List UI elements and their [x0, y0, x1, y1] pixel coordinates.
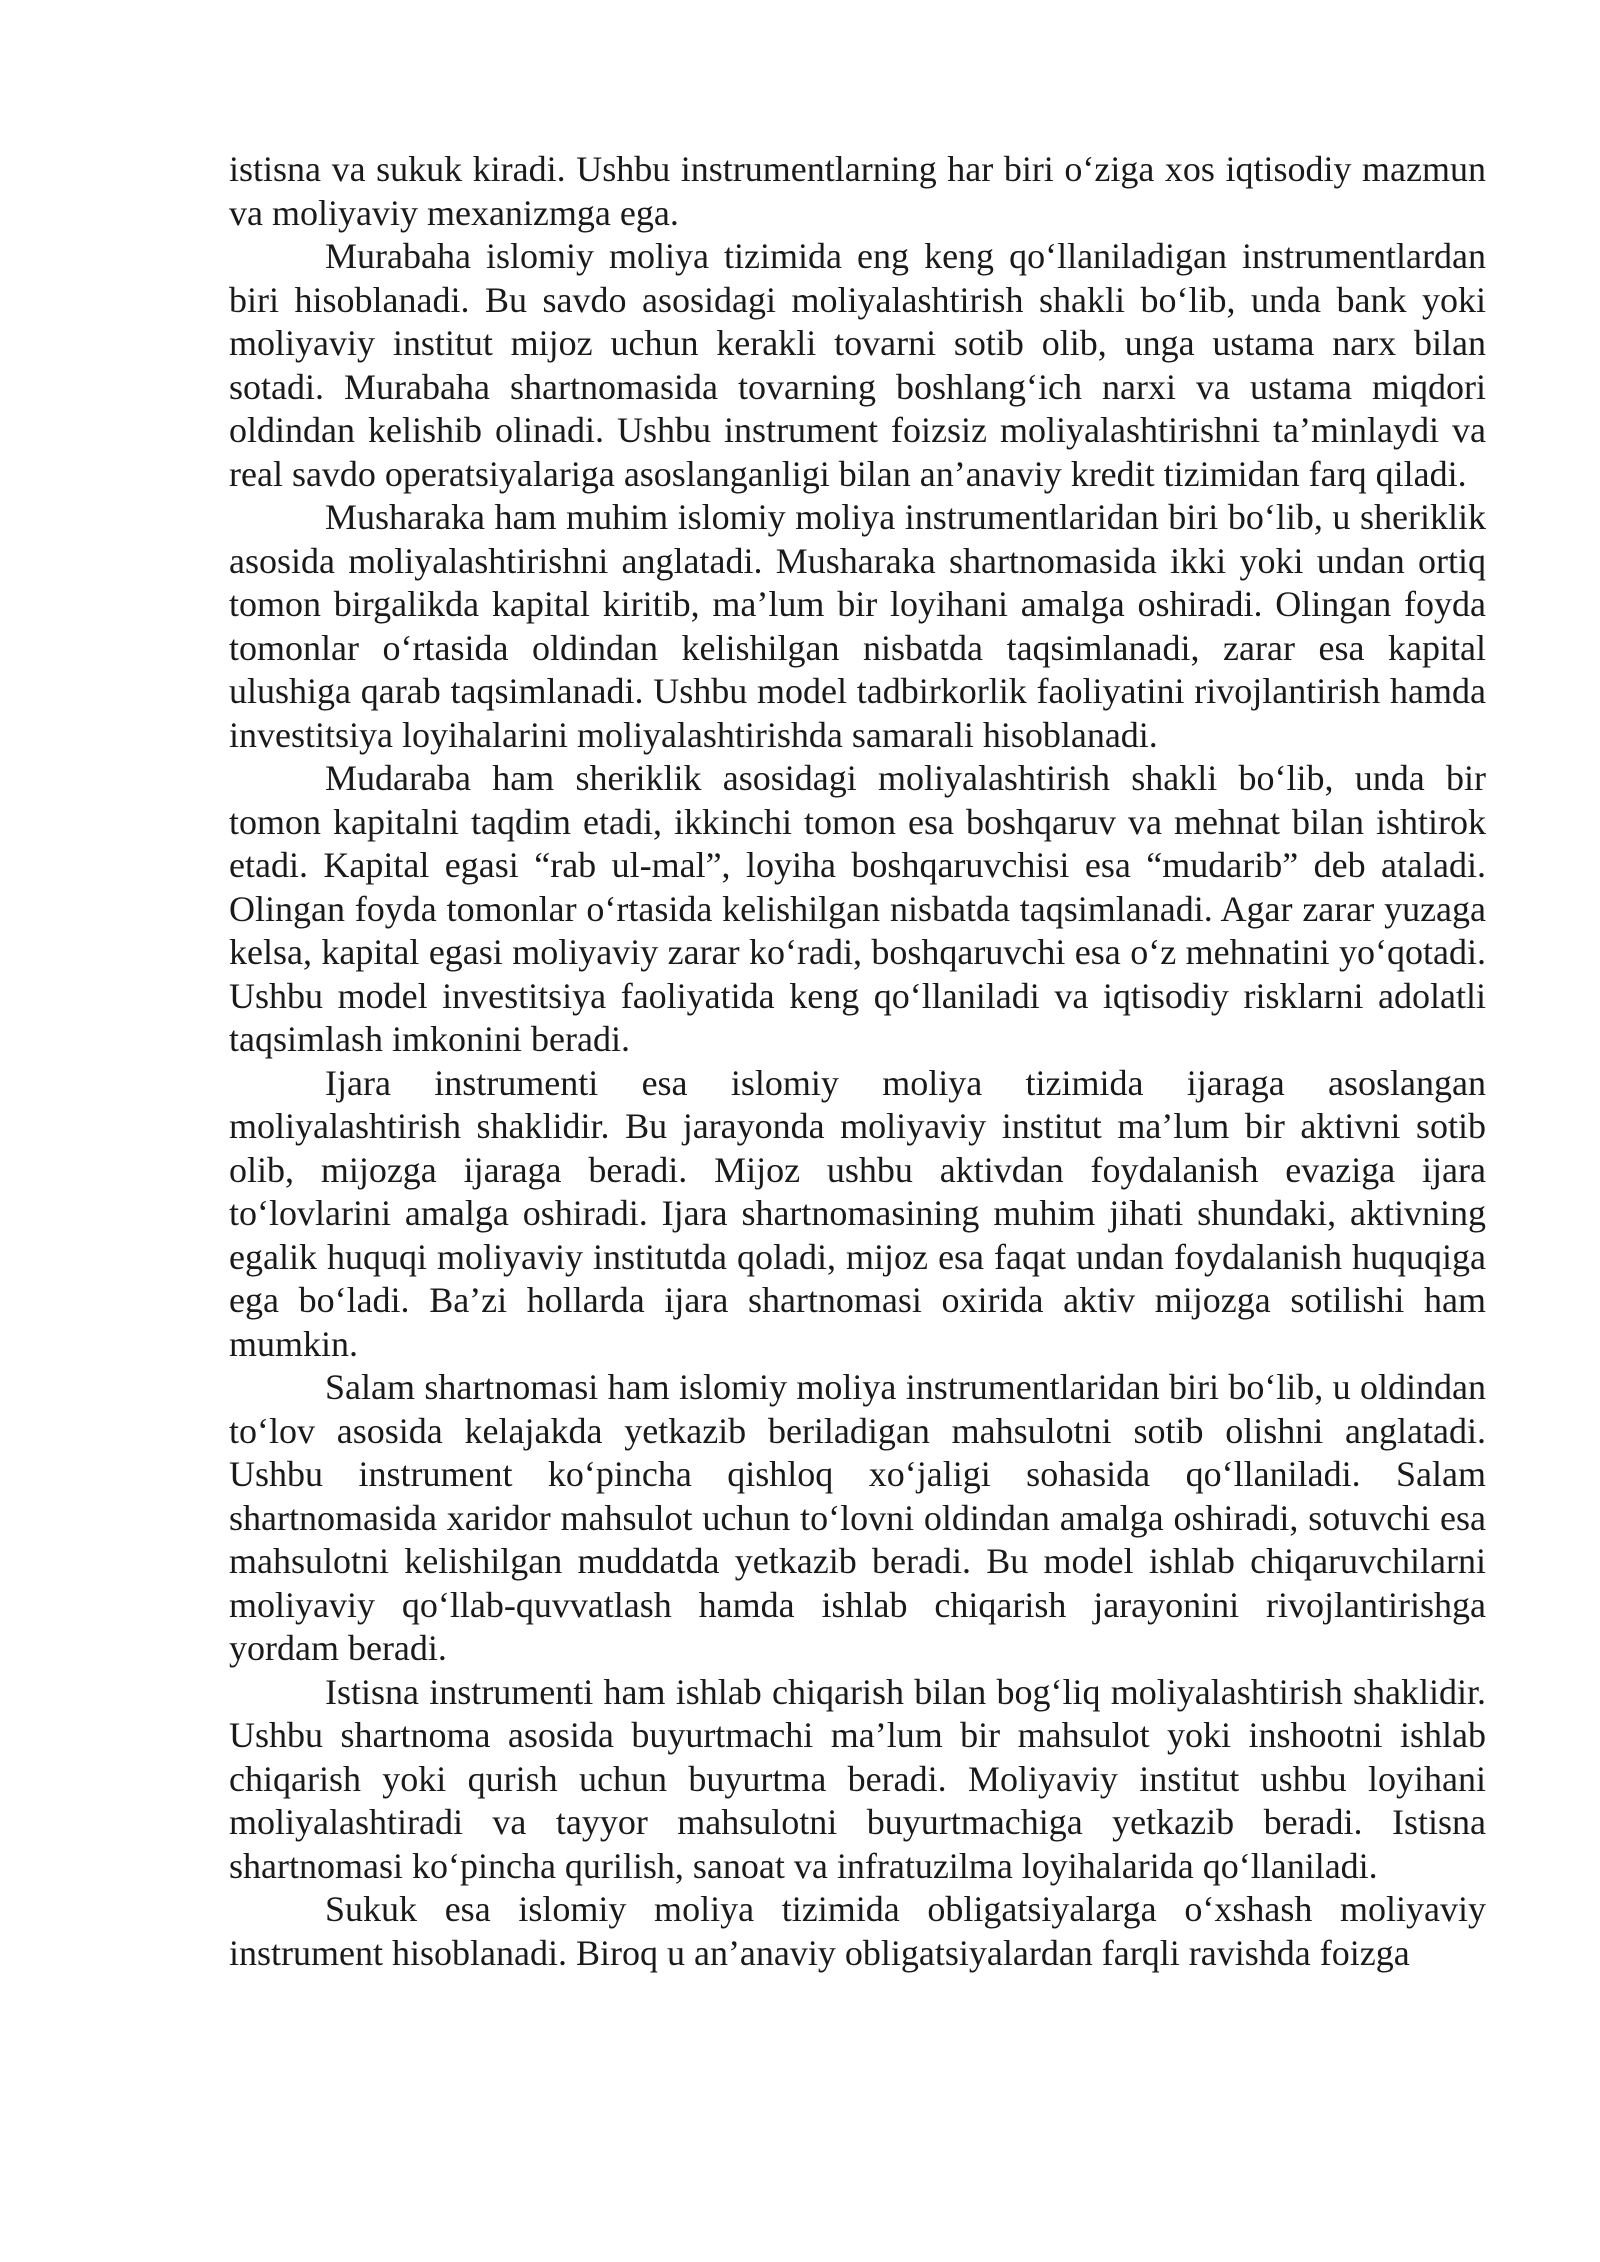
paragraph-salam: Salam shartnomasi ham islomiy moliya instrumentlaridan biri bo‘lib, u oldindan to‘lov asosida kelajakda yetkazib beriladigan mahsulotni sotib olishni anglatadi. Ushbu instrument ko‘pincha qishloq xo‘jaligi sohasida qo‘llaniladi. Salam shartnomasida xaridor mahsulot uchun to‘lovni oldindan amalga oshiradi, sotuvchi esa mahsulotni kelishilgan muddatda yetkazib beradi. Bu model ishlab chiqaruvchilarni moliyaviy qo‘llab-quvvatlash hamda ishlab chiqarish jarayonini rivojlantirishga yordam beradi.	[229, 1367, 1486, 1668]
document-page	[229, 148, 1486, 1975]
paragraph-murabaha: Murabaha islomiy moliya tizimida eng keng qo‘llaniladigan instrumentlardan biri hisoblanadi. Bu savdo asosidagi moliyalashtirish shakli bo‘lib, unda bank yoki moliyaviy institut mijoz uchun kerakli tovarni sotib olib, unga ustama narx bilan sotadi. Murabaha shartnomasida tovarning boshlang‘ich narxi va ustama miqdori oldindan kelishib olinadi. Ushbu instrument foizsiz moliyalashtirishni ta’minlaydi va real savdo operatsiyalariga asoslanganligi bilan an’anaviy kredit tizimidan farq qiladi.	[229, 236, 1486, 494]
paragraph-sukuk: Sukuk esa islomiy moliya tizimida obligatsiyalarga o‘xshash moliyaviy instrument hisoblanadi. Biroq u an’anaviy obligatsiyalardan farqli ravishda foizga	[229, 1889, 1486, 1973]
paragraph-istisna: Istisna instrumenti ham ishlab chiqarish bilan bog‘liq moliyalashtirish shaklidir. Ushbu shartnoma asosida buyurtmachi ma’lum bir mahsulot yoki inshootni ishlab chiqarish yoki qurish uchun buyurtma beradi. Moliyaviy institut ushbu loyihani moliyalashtiradi va tayyor mahsulotni buyurtmachiga yetkazib beradi. Istisna shartnomasi ko‘pincha qurilish, sanoat va infratuzilma loyihalarida qo‘llaniladi.	[229, 1671, 1486, 1886]
paragraph-musharaka: Musharaka ham muhim islomiy moliya instrumentlaridan biri bo‘lib, u sheriklik asosida moliyalashtirishni anglatadi. Musharaka shartnomasida ikki yoki undan ortiq tomon birgalikda kapital kiritib, ma’lum bir loyihani amalga oshiradi. Olingan foyda tomonlar o‘rtasida oldindan kelishilgan nisbatda taqsimlanadi, zarar esa kapital ulushiga qarab taqsimlanadi. Ushbu model tadbirkorlik faoliyatini rivojlantirish hamda investitsiya loyihalarini moliyalashtirishda samarali hisoblanadi.	[229, 497, 1486, 755]
paragraph-mudaraba: Mudaraba ham sheriklik asosidagi moliyalashtirish shakli bo‘lib, unda bir tomon kapitalni taqdim etadi, ikkinchi tomon esa boshqaruv va mehnat bilan ishtirok etadi. Kapital egasi “rab ul-mal”, loyiha boshqaruvchisi esa “mudarib” deb ataladi. Olingan foyda tomonlar o‘rtasida kelishilgan nisbatda taqsimlanadi. Agar zarar yuzaga kelsa, kapital egasi moliyaviy zarar ko‘radi, boshqaruvchi esa o‘z mehnatini yo‘qotadi. Ushbu model investitsiya faoliyatida keng qo‘llaniladi va iqtisodiy risklarni adolatli taqsimlash imkonini beradi.	[229, 758, 1486, 1059]
paragraph-intro-continuation: istisna va sukuk kiradi. Ushbu instrumentlarning har biri o‘ziga xos iqtisodiy mazmun va moliyaviy mexanizmga ega.	[229, 149, 1486, 233]
paragraph-ijara: Ijara instrumenti esa islomiy moliya tizimida ijaraga asoslangan moliyalashtirish shaklidir. Bu jarayonda moliyaviy institut ma’lum bir aktivni sotib olib, mijozga ijaraga beradi. Mijoz ushbu aktivdan foydalanish evaziga ijara to‘lovlarini amalga oshiradi. Ijara shartnomasining muhim jihati shundaki, aktivning egalik huquqi moliyaviy institutda qoladi, mijoz esa faqat undan foydalanish huquqiga ega bo‘ladi. Ba’zi hollarda ijara shartnomasi oxirida aktiv mijozga sotilishi ham mumkin.	[229, 1062, 1486, 1364]
